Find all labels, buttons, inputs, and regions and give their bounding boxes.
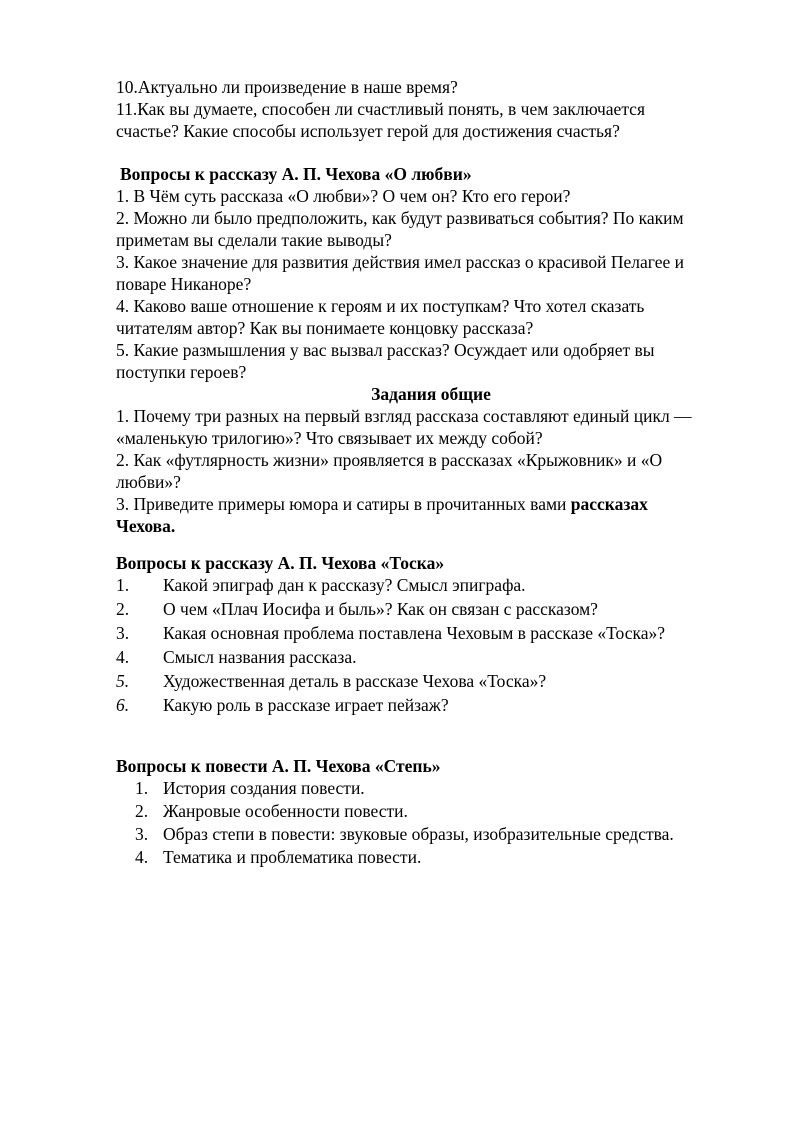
list-item: [116, 777, 746, 800]
list-item: [116, 846, 746, 869]
list-item: [116, 597, 746, 621]
list-item-number: 2.: [135, 801, 149, 821]
list-item-text: Образ степи в повести: звуковые образы, изобразительные средства.: [163, 824, 674, 844]
general-line-3: [116, 493, 746, 515]
list-item-number: 5.: [116, 671, 130, 691]
love-line: 3. Какое значение для развития действия имел рассказ о красивой Пелагее и: [116, 252, 684, 272]
general-line: 2. Как «футлярность жизни» проявляется в рассказах «Крыжовник» и «О: [116, 450, 663, 470]
list-item-text: Художественная деталь в рассказе Чехова «Тоска»?: [163, 671, 547, 691]
list-item: [116, 693, 746, 717]
list-item-text: Смысл названия рассказа.: [163, 647, 357, 667]
list-item-text: Жанровые особенности повести.: [163, 801, 408, 821]
list-item-text: История создания повести.: [163, 778, 365, 798]
list-item: [116, 621, 746, 645]
general-questions: [116, 405, 746, 537]
love-line: приметам вы сделали такие выводы?: [116, 230, 392, 250]
intro-questions: [116, 76, 746, 142]
love-line: 5. Какие размышления у вас вызвал рассказ? Осуждает или одобряет вы: [116, 340, 655, 360]
list-item: [116, 823, 746, 846]
love-line: поваре Никаноре?: [116, 274, 252, 294]
list-item-text: Какая основная проблема поставлена Чеховым в рассказе «Тоска»?: [163, 623, 666, 643]
list-item: [116, 669, 746, 693]
list-item-number: 1.: [135, 778, 149, 798]
list-item: [116, 573, 746, 597]
list-item-number: 3.: [116, 623, 130, 643]
love-heading: Вопросы к рассказу А. П. Чехова «О любви»: [120, 164, 472, 184]
list-item-number: 4.: [116, 647, 130, 667]
general-line-3-bold: рассказах: [570, 494, 648, 514]
general-line: 1. Почему три разных на первый взгляд рассказа составляют единый цикл —: [116, 406, 692, 426]
general-line-3-bold-end: Чехова.: [116, 516, 176, 536]
list-item-text: Какую роль в рассказе играет пейзаж?: [163, 695, 449, 715]
intro-line: 10.Актуально ли произведение в наше время?: [116, 77, 458, 97]
general-line: любви»?: [116, 472, 181, 492]
list-item-text: Тематика и проблематика повести.: [163, 847, 422, 867]
intro-line: счастье? Какие способы использует герой для достижения счастья?: [116, 121, 620, 141]
step-heading: Вопросы к повести А. П. Чехова «Степь»: [116, 756, 441, 776]
love-line: 1. В Чём суть рассказа «О любви»? О чем он? Кто его герои?: [116, 186, 571, 206]
general-line-3-text: 3. Приведите примеры юмора и сатиры в прочитанных вами: [116, 494, 571, 514]
list-item-text: Какой эпиграф дан к рассказу? Смысл эпиграфа.: [163, 575, 526, 595]
list-item-number: 4.: [135, 847, 149, 867]
general-section: [116, 383, 746, 405]
list-item-number: 3.: [135, 824, 149, 844]
toska-section: [116, 552, 746, 574]
list-item-number: 2.: [116, 599, 130, 619]
love-questions: [116, 185, 746, 383]
list-item-number: 1.: [116, 575, 130, 595]
list-item-text: О чем «Плач Иосифа и быль»? Как он связан с рассказом?: [163, 599, 598, 619]
step-section: [116, 755, 746, 777]
love-line: 2. Можно ли было предположить, как будут развиваться события? По каким: [116, 208, 684, 228]
toska-list: [116, 573, 746, 717]
list-item: [116, 645, 746, 669]
toska-heading: Вопросы к рассказу А. П. Чехова «Тоска»: [116, 553, 445, 573]
love-line: поступки героев?: [116, 362, 247, 382]
list-item-number: 6.: [116, 695, 130, 715]
intro-line: 11.Как вы думаете, способен ли счастливый понять, в чем заключается: [116, 99, 645, 119]
step-list: [116, 777, 746, 869]
love-section: [120, 163, 750, 185]
love-line: 4. Каково ваше отношение к героям и их поступкам? Что хотел сказать: [116, 296, 645, 316]
general-line: «маленькую трилогию»? Что связывает их между собой?: [116, 428, 543, 448]
list-item: [116, 800, 746, 823]
general-heading: Задания общие: [371, 384, 491, 404]
love-line: читателям автор? Как вы понимаете концовку рассказа?: [116, 318, 534, 338]
